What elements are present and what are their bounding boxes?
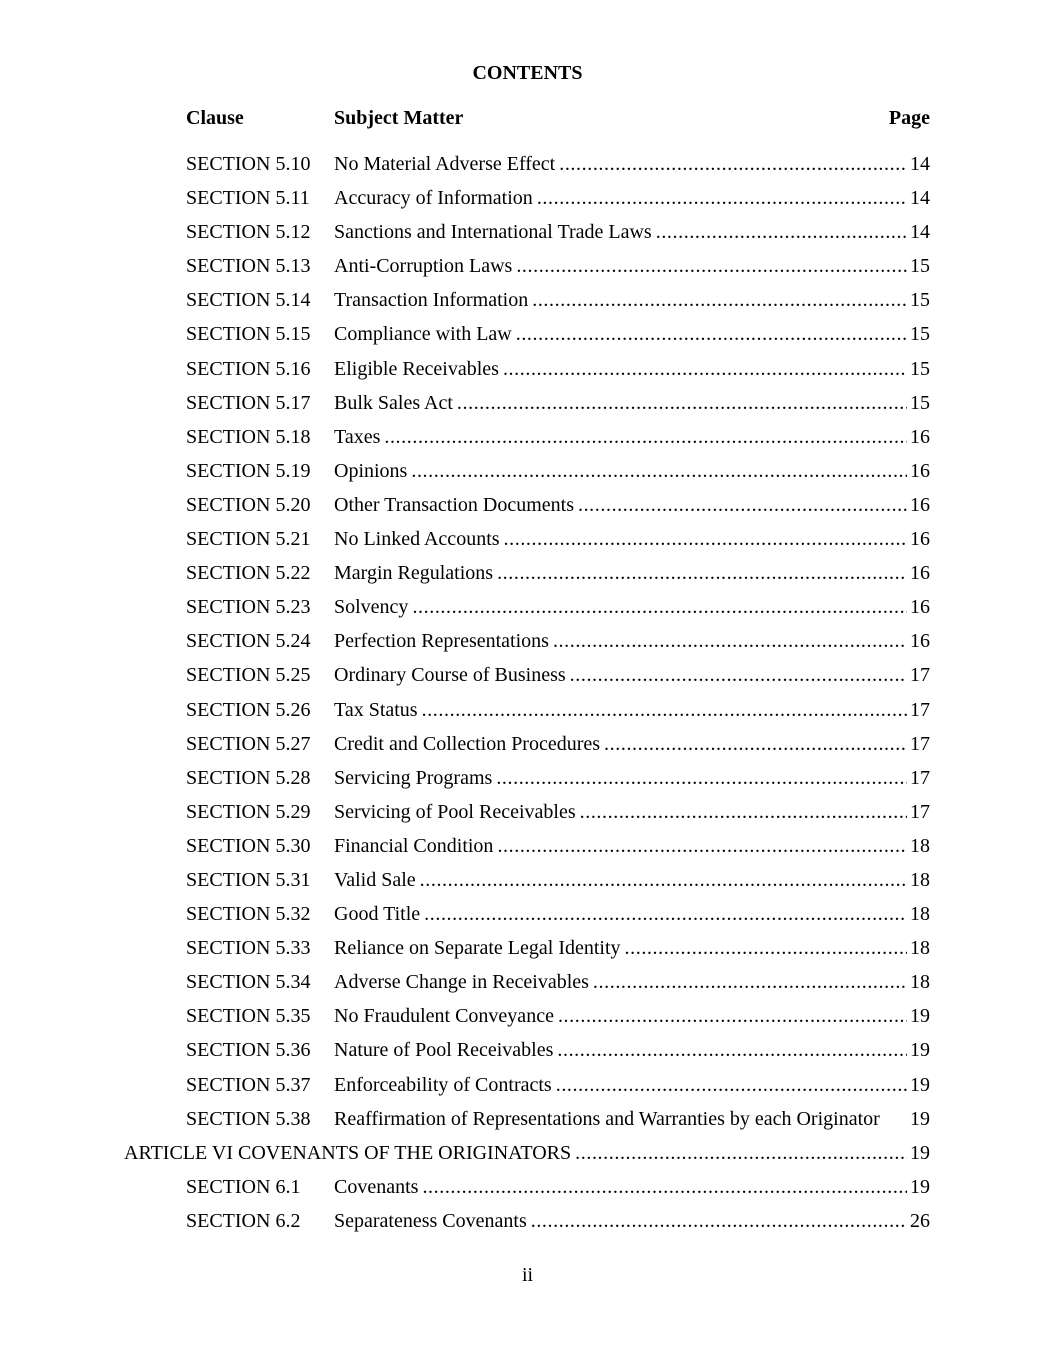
toc-page-number: 15 [910,255,930,278]
toc-clause: SECTION 5.35 [186,1005,311,1028]
toc-page-number: 16 [910,596,930,619]
toc-clause: SECTION 5.34 [186,971,311,994]
toc-clause: SECTION 5.10 [186,153,311,175]
toc-page-number: 19 [910,1039,930,1062]
toc-subject: Bulk Sales Act [334,391,453,414]
toc-subject: No Linked Accounts [334,528,500,551]
toc-clause: SECTION 5.21 [186,528,311,551]
toc-row[interactable] [0,697,1055,731]
toc-clause: SECTION 5.13 [186,255,311,278]
toc-subject: Servicing of Pool Receivables [334,800,576,823]
toc-clause: SECTION 5.22 [186,562,311,585]
toc-page-number: 17 [910,732,930,755]
toc-dot-leader [593,969,907,995]
toc-clause: SECTION 5.23 [186,596,311,619]
toc-row[interactable] [0,356,1055,390]
toc-page-number: 15 [910,357,930,380]
toc-subject: Perfection Representations [334,630,549,653]
toc-subject: Reaffirmation of Representations and Warranties by each Originator [334,1107,880,1130]
toc-page-number: 17 [910,800,930,823]
page-number: ii [521,1264,534,1286]
toc-dot-leader [557,1037,907,1063]
toc-clause: SECTION 5.16 [186,357,311,380]
toc-entry [334,1072,930,1098]
toc-clause: SECTION 5.36 [186,1039,311,1062]
toc-entry [334,356,930,382]
toc-row[interactable] [0,1003,1055,1037]
toc-dot-leader [496,765,907,791]
header-page: Page [888,107,930,129]
toc-row[interactable] [0,1072,1055,1106]
toc-dot-leader [424,901,907,927]
toc-row[interactable] [0,969,1055,1003]
toc-page-number: 19 [910,1141,930,1164]
toc-entry [334,253,930,279]
toc-clause: SECTION 6.2 [186,1209,301,1232]
toc-row[interactable] [0,935,1055,969]
toc-row[interactable] [0,867,1055,901]
toc-page-number: 15 [910,323,930,346]
toc-subject: Nature of Pool Receivables [334,1039,554,1062]
toc-entry [334,321,930,347]
toc-page-number: 17 [910,698,930,721]
toc-dot-leader [625,935,907,961]
toc-page-number: 19 [910,1175,930,1198]
toc-subject: Enforceability of Contracts [334,1073,552,1096]
toc-clause: SECTION 5.28 [186,766,311,789]
toc-entry [334,867,930,893]
toc-clause: SECTION 5.12 [186,221,311,244]
toc-dot-leader [422,697,907,723]
toc-entry [334,697,930,723]
toc-clause: SECTION 6.1 [186,1175,301,1198]
toc-page-number: 16 [910,528,930,551]
toc-clause: SECTION 5.15 [186,323,311,346]
header-subject: Subject Matter [334,107,464,129]
toc-entry [334,526,930,552]
toc-row[interactable] [0,151,1055,185]
toc-page-number: 17 [910,664,930,687]
toc-dot-leader [384,424,907,450]
toc-clause: SECTION 5.30 [186,834,311,857]
toc-clause: SECTION 5.32 [186,903,311,926]
toc-page-number: 15 [910,391,930,414]
toc-entry [334,1003,930,1029]
toc-entry [334,799,930,825]
toc-dot-leader [497,560,907,586]
toc-dot-leader [656,219,907,245]
toc-dot-leader [516,321,907,347]
column-header [186,107,930,133]
toc-entry [124,1140,930,1166]
toc-subject: Valid Sale [334,868,416,891]
toc-entry [334,390,930,416]
toc-entry [334,1106,930,1132]
toc-row[interactable] [0,424,1055,458]
toc-page-number: 18 [910,971,930,994]
toc-page-number: 16 [910,630,930,653]
toc-row[interactable] [0,560,1055,594]
toc-dot-leader [553,628,907,654]
toc-page-number: 14 [910,221,930,244]
toc-row[interactable] [0,662,1055,696]
toc-page-number: 19 [910,1107,930,1130]
toc-row[interactable] [0,219,1055,253]
toc-row[interactable] [0,287,1055,321]
toc-page-number: 14 [910,187,930,210]
toc-dot-leader [532,287,907,313]
toc-clause: SECTION 5.37 [186,1073,311,1096]
toc-entry [334,628,930,654]
toc-clause: SECTION 5.20 [186,493,311,516]
toc-dot-leader [503,356,907,382]
toc-entry [334,731,930,757]
toc-dot-leader [570,662,907,688]
toc-page-number: 18 [910,868,930,891]
toc-entry [334,1037,930,1063]
toc-row[interactable] [0,731,1055,765]
toc-subject: No Material Adverse Effect [334,153,556,175]
toc-dot-leader [556,1072,907,1098]
toc-entry [334,185,930,211]
toc-subject: Tax Status [334,698,418,721]
toc-page-number: 18 [910,834,930,857]
toc-entry [334,935,930,961]
toc-entry [334,560,930,586]
toc-entry [334,151,930,177]
toc-row[interactable] [0,799,1055,833]
toc-subject: Separateness Covenants [334,1209,527,1232]
toc-subject: Margin Regulations [334,562,494,585]
toc-row[interactable] [0,458,1055,492]
toc-clause: SECTION 5.29 [186,800,311,823]
toc-clause: SECTION 5.19 [186,459,311,482]
toc-row[interactable] [0,765,1055,799]
toc-entry [334,1174,930,1200]
toc-page-number: 16 [910,425,930,448]
toc-clause: SECTION 5.33 [186,937,311,960]
toc-page-number: 14 [910,153,930,175]
toc-row[interactable] [0,1174,1055,1208]
toc-subject: Financial Condition [334,834,494,857]
toc-clause: SECTION 5.11 [186,187,310,210]
toc-entry [334,287,930,313]
toc-page-number: 19 [910,1005,930,1028]
toc-dot-leader [504,526,907,552]
toc-subject: Transaction Information [334,289,529,312]
header-clause: Clause [186,107,244,129]
toc-entry [334,492,930,518]
toc-row[interactable] [0,321,1055,355]
toc-entry [334,765,930,791]
toc-dot-leader [457,390,907,416]
toc-dot-leader [420,867,907,893]
toc-subject: Credit and Collection Procedures [334,732,601,755]
toc-subject: Servicing Programs [334,766,493,789]
toc-subject: Accuracy of Information [334,187,533,210]
toc-dot-leader [559,151,907,177]
toc-row[interactable] [0,833,1055,867]
toc-page-number: 17 [910,766,930,789]
toc-subject: Ordinary Course of Business [334,664,566,687]
toc-dot-leader [531,1208,907,1234]
toc-clause: SECTION 5.17 [186,391,311,414]
toc-row[interactable] [0,185,1055,219]
toc-subject: Opinions [334,459,408,482]
toc-subject: Good Title [334,903,421,926]
toc-page-number: 18 [910,937,930,960]
toc-clause: SECTION 5.26 [186,698,311,721]
toc-clause: SECTION 5.38 [186,1107,311,1130]
toc-dot-leader [575,1140,907,1166]
toc-entry [334,1208,930,1234]
toc-entry [334,901,930,927]
toc-subject: Other Transaction Documents [334,493,574,516]
toc-clause: SECTION 5.25 [186,664,311,687]
toc-subject: No Fraudulent Conveyance [334,1005,554,1028]
toc-page-number: 16 [910,493,930,516]
toc-row[interactable] [0,492,1055,526]
toc-row[interactable] [0,390,1055,424]
toc-row[interactable] [0,1106,1055,1140]
toc-row[interactable] [0,628,1055,662]
toc-dot-leader [580,799,907,825]
toc-entry [334,458,930,484]
toc-subject: Eligible Receivables [334,357,499,380]
toc-dot-leader [412,594,907,620]
toc-subject: Solvency [334,596,409,619]
toc-subject: ARTICLE VI COVENANTS OF THE ORIGINATORS [124,1141,572,1164]
toc-list [0,151,1055,1242]
toc-subject: Taxes [334,425,381,448]
toc-dot-leader [578,492,907,518]
toc-clause: SECTION 5.18 [186,425,311,448]
toc-entry [334,833,930,859]
toc-page-number: 16 [910,459,930,482]
toc-page-number: 16 [910,562,930,585]
toc-entry [334,969,930,995]
toc-entry [334,594,930,620]
toc-clause: SECTION 5.31 [186,868,311,891]
toc-page-number: 18 [910,903,930,926]
toc-dot-leader [516,253,907,279]
toc-subject: Anti-Corruption Laws [334,255,513,278]
toc-clause: SECTION 5.24 [186,630,311,653]
toc-row[interactable] [0,901,1055,935]
toc-clause: SECTION 5.14 [186,289,311,312]
toc-entry [334,424,930,450]
toc-subject: Covenants [334,1175,419,1198]
toc-clause: SECTION 5.27 [186,732,311,755]
toc-row[interactable] [0,594,1055,628]
toc-page-number: 26 [910,1209,930,1232]
toc-row[interactable] [0,1037,1055,1071]
toc-page-number: 15 [910,289,930,312]
toc-dot-leader [558,1003,907,1029]
toc-entry [334,662,930,688]
toc-subject: Sanctions and International Trade Laws [334,221,652,244]
toc-subject: Compliance with Law [334,323,512,346]
toc-row[interactable] [0,253,1055,287]
toc-entry [334,219,930,245]
toc-row[interactable] [0,1208,1055,1242]
toc-dot-leader [422,1174,907,1200]
toc-subject: Reliance on Separate Legal Identity [334,937,621,960]
toc-page-number: 19 [910,1073,930,1096]
toc-dot-leader [537,185,907,211]
toc-row[interactable] [0,526,1055,560]
toc-dot-leader [497,833,907,859]
toc-subject: Adverse Change in Receivables [334,971,589,994]
toc-dot-leader [604,731,907,757]
toc-article-row[interactable] [0,1140,1055,1174]
page-title: CONTENTS [472,62,583,84]
toc-dot-leader [411,458,907,484]
